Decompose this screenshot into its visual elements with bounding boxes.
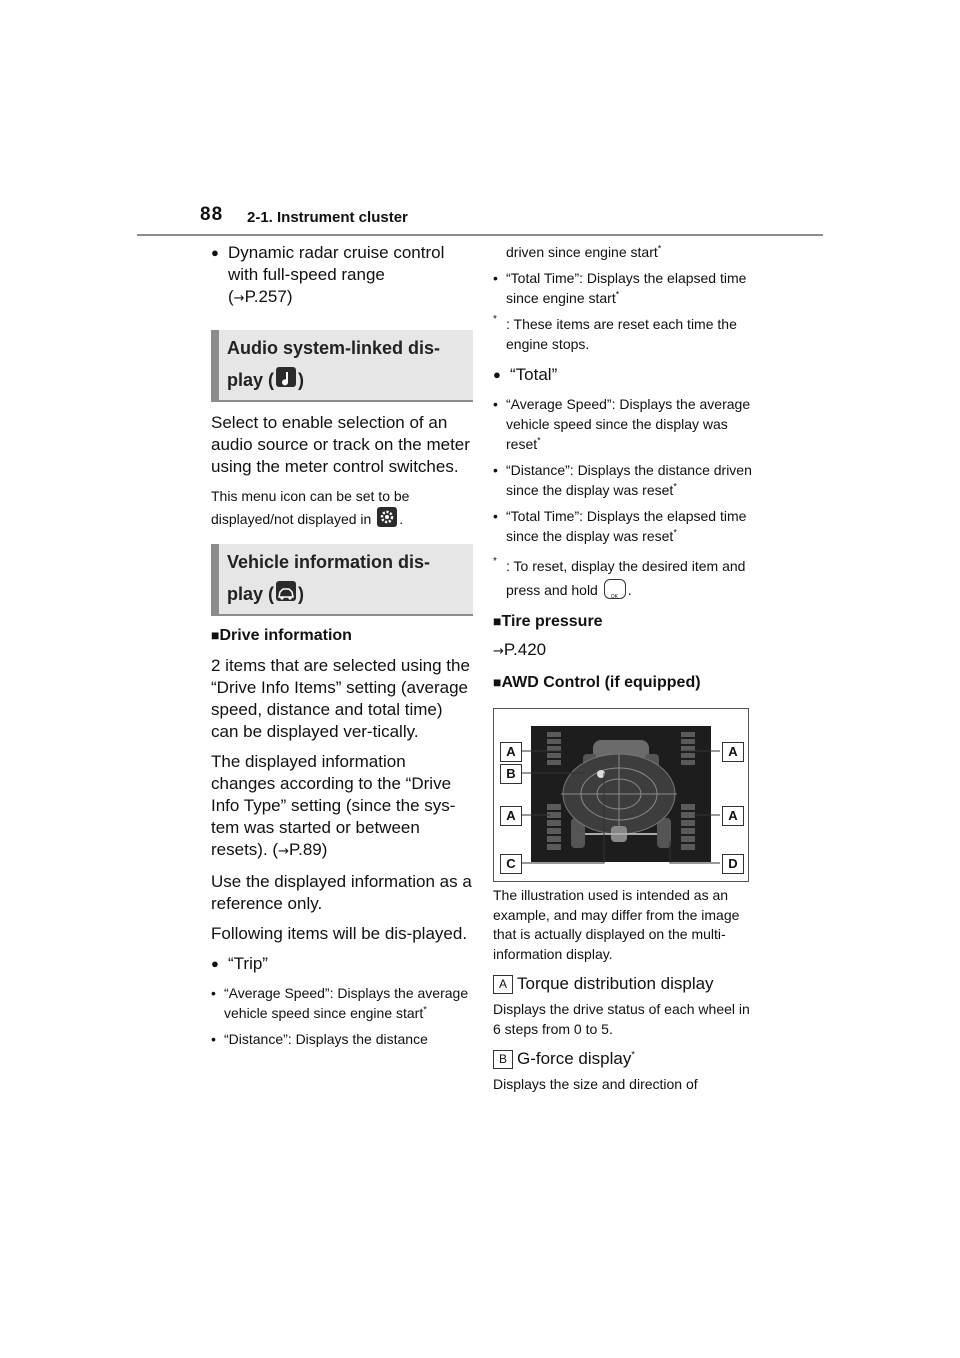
trip-avg-speed: • “Average Speed”: Displays the average vehicle speed since engine start* [211, 983, 473, 1023]
drive-info-title: ■Drive information [211, 627, 352, 644]
drive-info-p3: Use the displayed information as a reference only. [211, 872, 472, 913]
dynamic-radar-item: ● Dynamic radar cruise control with full-speed range (→P.257) [211, 242, 473, 310]
tag-b: B [493, 1050, 513, 1069]
total-title: ● “Total” [493, 364, 753, 386]
awd-title: ■AWD Control (if equipped) [493, 674, 701, 691]
arrow-icon: → [278, 844, 289, 859]
page-number: 88 [200, 204, 224, 225]
gforce-desc: Displays the size and direction of [493, 1076, 698, 1092]
callout-a: A [500, 806, 522, 826]
arrow-icon: → [493, 644, 504, 659]
page-ref[interactable]: P.89) [288, 840, 328, 859]
drive-info-p4: Following items will be dis-played. [211, 924, 468, 943]
section-title: 2-1. Instrument cluster [247, 209, 408, 226]
tag-a: A [493, 975, 513, 994]
arrow-icon: → [233, 291, 245, 306]
trip-title: ● “Trip” [211, 953, 473, 975]
header-rule [137, 234, 823, 236]
trip-total-time: • “Total Time”: Displays the elapsed time since engine start* [493, 268, 753, 308]
callout-a: A [722, 742, 744, 762]
left-column [211, 242, 473, 1049]
callout-a: A [722, 806, 744, 826]
square-bullet: ■ [211, 627, 220, 643]
callout-b: B [500, 764, 522, 784]
trip-distance: • “Distance”: Displays the distance [211, 1029, 473, 1049]
total-distance: • “Distance”: Displays the distance driven since the display was reset* [493, 460, 753, 500]
total-avg-speed: • “Average Speed”: Displays the average vehicle speed since the display was reset* [493, 394, 753, 454]
callout-d: D [722, 854, 744, 874]
drive-info-p1: 2 items that are selected using the “Drive Info Items” setting (average speed, distance and total time) can be displayed ver-tically. [211, 656, 470, 741]
tire-title: ■Tire pressure [493, 613, 603, 630]
torque-desc: Displays the drive status of each wheel in 6 steps from 0 to 5. [493, 1001, 750, 1037]
callout-a: A [500, 742, 522, 762]
gear-icon [377, 507, 397, 527]
page-ref[interactable]: P.257) [244, 287, 293, 306]
total-note: * : To reset, display the desired item and press and hold OK . [493, 554, 753, 602]
car-info-icon [276, 581, 296, 601]
gforce-title: B G-force display* [493, 1047, 753, 1071]
right-column [493, 242, 753, 1095]
drive-info-p2: The displayed information changes according to the “Drive Info Type” setting (since the sys-tem was started or between resets). (→P.89) [211, 752, 456, 859]
ok-button-icon [604, 579, 626, 599]
figure-caption: The illustration used is intended as an example, and may differ from the image that is actually displayed on the multi-information display. [493, 887, 740, 962]
trip-note: * : These items are reset each time the engine stops. [493, 314, 737, 352]
trip-distance-cont: • driven since engine start* [493, 242, 753, 262]
audio-note: This menu icon can be set to be displayed/not displayed in . [211, 488, 410, 527]
vehicle-heading: Vehicle information dis- play ( ) [211, 544, 473, 616]
callout-lines [494, 709, 748, 881]
audio-body: Select to enable selection of an audio source or track on the meter using the meter control switches. [211, 413, 470, 476]
torque-title: A Torque distribution display [493, 972, 753, 996]
tire-ref: →P.420 [493, 640, 547, 659]
audio-heading: Audio system-linked dis- play ( ) [211, 330, 473, 402]
callout-c: C [500, 854, 522, 874]
awd-figure [493, 708, 749, 882]
total-total-time: • “Total Time”: Displays the elapsed time since the display was reset* [493, 506, 753, 546]
music-note-icon [276, 367, 296, 387]
